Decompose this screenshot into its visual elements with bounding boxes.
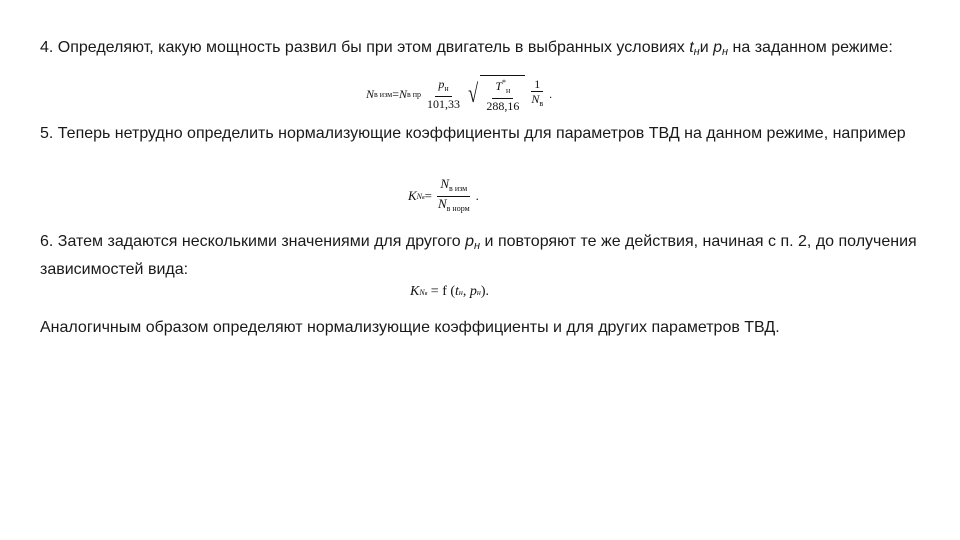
p4-t-sub: н (693, 46, 700, 58)
p4-text-end: на заданном режиме: (728, 39, 893, 56)
paragraph-6 (40, 230, 920, 282)
f3-function: = f ( (427, 284, 456, 299)
paragraph-7: Аналогичным образом определяют нормализующие коэффициенты и для других параметров ТВД. (40, 319, 780, 336)
f1-pressure-fraction (424, 77, 463, 111)
f1-frac1-num: p (438, 77, 445, 91)
formula-normalizing-coefficient (408, 174, 479, 218)
f2-fraction (435, 177, 473, 216)
p6-text-end: и повторяют те же действия, начиная с п. 2, до получения зависимостей вида: (40, 233, 917, 278)
formula-power-recalc (366, 74, 552, 114)
f2-lhs-sub: N (416, 191, 423, 201)
f1-lhs: N (366, 86, 375, 101)
f1-lhs-sub: в изм (374, 89, 393, 99)
f3-comma: , (462, 284, 470, 299)
p6-text: 6. Затем задаются несколькими значениями для другого (40, 233, 466, 250)
f1-frac1-den: 101,33 (427, 97, 461, 111)
f3-t: t (455, 284, 459, 299)
f3-p-sub: н (476, 287, 481, 297)
f2-equals: = (424, 188, 432, 203)
f1-inverse-fraction (528, 77, 546, 111)
formula-dependency (410, 282, 489, 302)
f1-frac3-den: N (531, 92, 540, 106)
p4-text: 4. Определяют, какую мощность развил бы при этом двигатель в выбранных условиях (40, 39, 690, 56)
f2-den: N (437, 195, 447, 211)
f2-lhs-subsub: в (422, 194, 425, 201)
f3-t-sub: н (458, 287, 463, 297)
f1-sqrt (466, 75, 525, 113)
f3-lhs-sub: N (419, 287, 425, 297)
p6-p-symbol: p (465, 233, 475, 250)
f1-frac2-num-sup: * (502, 78, 507, 87)
f1-rhs: N (398, 86, 407, 101)
f1-frac3-num: 1 (531, 77, 543, 92)
f1-frac2-num: T (495, 79, 503, 93)
f1-frac3-den-sub: в (539, 99, 544, 108)
sqrt-icon: √ (468, 79, 479, 108)
f1-temp-fraction (483, 76, 522, 113)
f1-frac2-den: 288,16 (486, 99, 520, 113)
p4-p-sub: н (722, 46, 729, 58)
f1-period: . (549, 86, 553, 101)
f3-close: ). (480, 284, 490, 299)
f2-period: . (475, 188, 479, 203)
f2-lhs: K (408, 188, 417, 203)
f1-equals: = (392, 86, 399, 101)
paragraph-4 (40, 36, 920, 64)
f3-p: p (469, 284, 477, 299)
f3-lhs: K (410, 284, 420, 299)
p4-t-symbol: t (689, 39, 694, 56)
p4-and: и (699, 39, 714, 56)
f2-den-sub: в норм (446, 203, 470, 213)
p4-p-symbol: p (713, 39, 723, 56)
paragraph-5: 5. Теперь нетрудно определить нормализующие коэффициенты для параметров ТВД на данном режиме, например (40, 125, 906, 142)
f3-lhs-subsub: в (424, 290, 428, 297)
f1-frac2-num-sub: н (506, 86, 511, 95)
f1-rhs-sub: в пр (406, 89, 422, 99)
f2-num-sub: в изм (449, 183, 468, 193)
f1-frac1-num-sub: н (444, 84, 449, 93)
f2-num: N (440, 175, 450, 191)
p6-p-sub: н (474, 240, 481, 252)
